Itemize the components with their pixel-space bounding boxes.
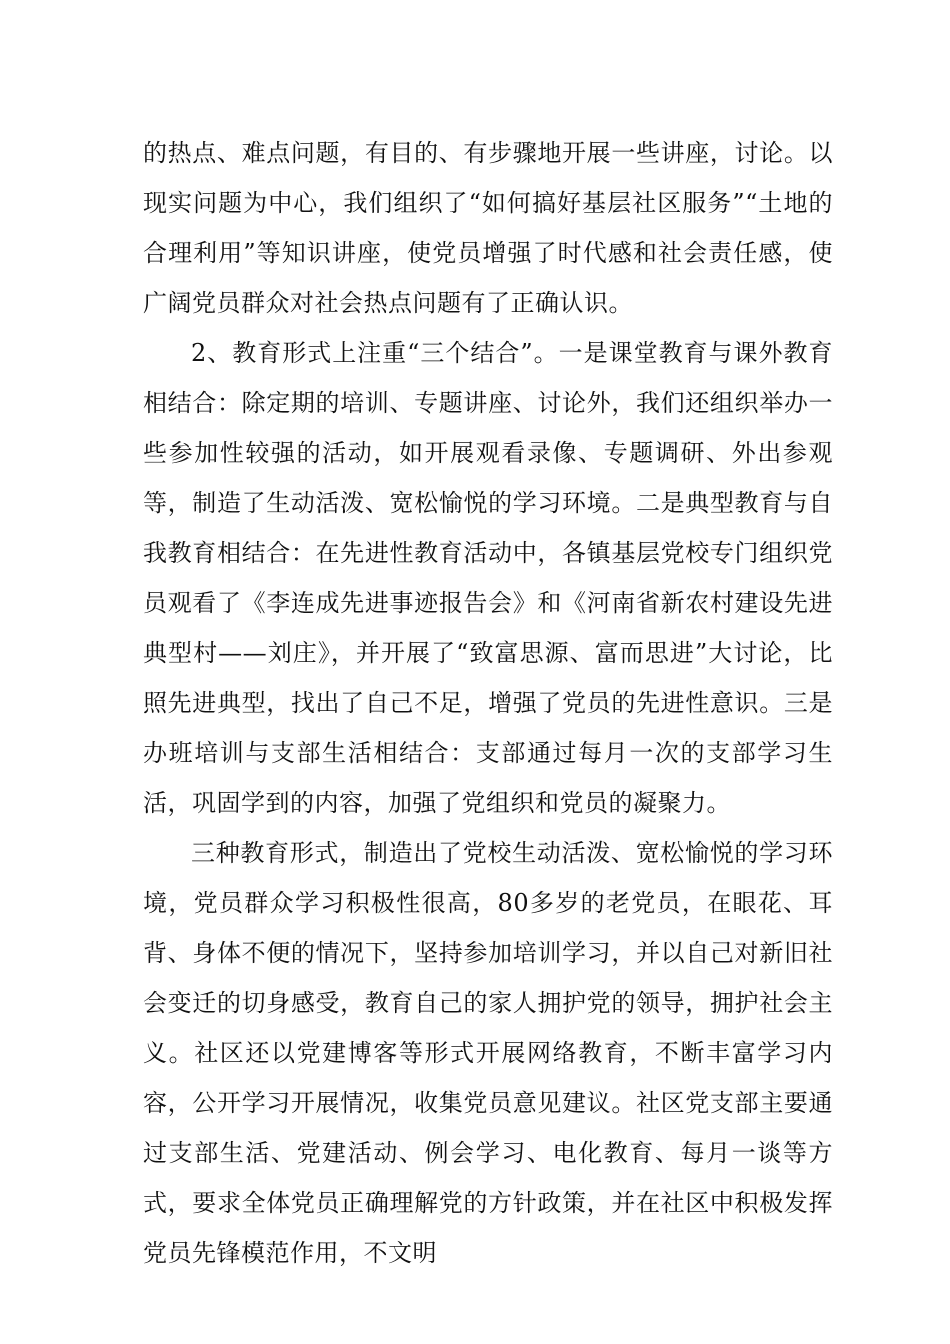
paragraph-education-forms: 2、教育形式上注重“三个结合”。一是课堂教育与课外教育相结合：除定期的培训、专题讲座、讨论外，我们还组织举办一些参加性较强的活动，如开展观看录像、专题调研、外出参观等，制造了生动活泼、宽松愉悦的学习环境。二是典型教育与自我教育相结合：在先进性教育活动中，各镇基层党校专门组织党员观看了《李连成先进事迹报告会》和《河南省新农村建设先进典型村——刘庄》，并开展了“致富思源、富而思进”大讨论，比照先进典型，找出了自己不足，增强了党员的先进性意识。三是办班培训与支部生活相结合：支部通过每月一次的支部学习生活，巩固学到的内容，加强了党组织和党员的凝聚力。	[143, 339, 833, 817]
document-body	[143, 128, 833, 1278]
paragraph-three-forms: 三种教育形式，制造出了党校生动活泼、宽松愉悦的学习环境，党员群众学习积极性很高，80多岁的老党员，在眼花、耳背、身体不便的情况下，坚持参加培训学习，并以自己对新旧社会变迁的切身感受，教育自己的家人拥护党的领导，拥护社会主义。社区还以党建博客等形式开展网络教育，不断丰富学习内容，公开学习开展情况，收集党员意见建议。社区党支部主要通过支部生活、党建活动、例会学习、电化教育、每月一谈等方式，要求全体党员正确理解党的方针政策，并在社区中积极发挥党员先锋模范作用，不文明	[143, 839, 833, 1267]
paragraph-continuation: 的热点、难点问题，有目的、有步骤地开展一些讲座，讨论。以现实问题为中心，我们组织了“如何搞好基层社区服务”“土地的合理利用”等知识讲座，使党员增强了时代感和社会责任感，使广阔党员群众对社会热点问题有了正确认识。	[143, 139, 833, 317]
